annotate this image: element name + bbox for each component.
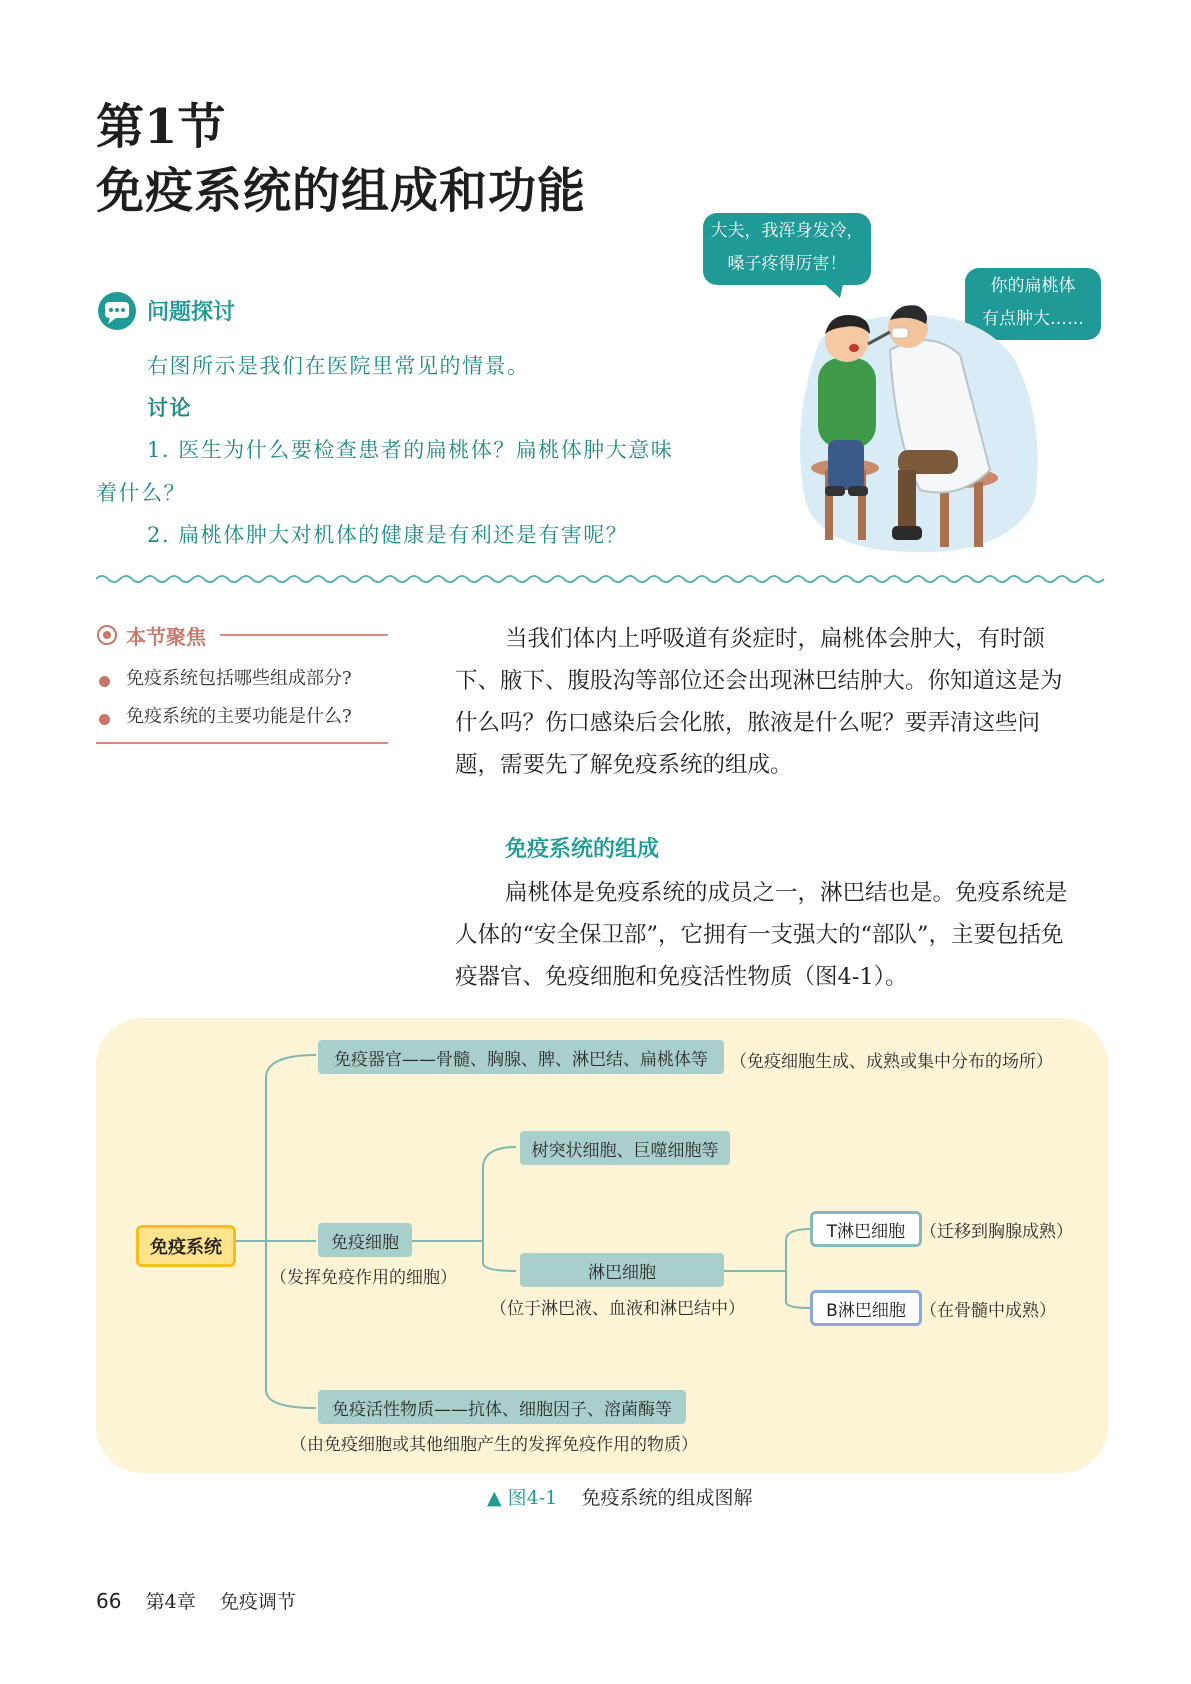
wavy-divider bbox=[96, 572, 1108, 586]
composition-heading: 免疫系统的组成 bbox=[505, 837, 660, 862]
target-icon bbox=[96, 624, 118, 646]
composition-paragraph: 扁桃体是免疫系统的成员之一，淋巴结也是。免疫系统是人体的“安全保卫部”，它拥有一支强大的“部队”，主要包括免疫器官、免疫细胞和免疫活性物质（图4-1）。 bbox=[455, 880, 1068, 990]
discussion-intro: 右图所示是我们在医院里常见的情景。 bbox=[147, 354, 530, 378]
patient-speech-bubble bbox=[703, 213, 871, 285]
intro-paragraph: 当我们体内上呼吸道有炎症时，扁桃体会肿大，有时颌下、腋下、腹股沟等部位还会出现淋巴结肿大。你知道这是为什么吗？伤口感染后会化脓，脓液是什么呢？要弄清这些问题，需要先了解免疫系统的组成。 bbox=[455, 626, 1063, 778]
diagram-note-substances: （由免疫细胞或其他细胞产生的发挥免疫作用的物质） bbox=[290, 1435, 698, 1455]
page-footer bbox=[96, 1587, 296, 1614]
footer-chapter: 第4章 bbox=[145, 1591, 196, 1613]
doctor-patient-illustration bbox=[780, 300, 1050, 560]
focus-bullet bbox=[99, 714, 110, 725]
patient-bubble-line-1: 大夫，我浑身发冷， bbox=[710, 221, 864, 241]
section-number: 第1节 bbox=[96, 99, 226, 155]
diagram-note-t-cell: （迁移到胸腺成熟） bbox=[920, 1222, 1073, 1242]
patient-bubble-line-2: 嗓子疼得厉害！ bbox=[727, 254, 847, 274]
page-number: 66 bbox=[96, 1589, 122, 1613]
focus-item: 免疫系统的主要功能是什么? bbox=[126, 706, 352, 727]
diagram-node-substances: 免疫活性物质——抗体、细胞因子、溶菌酶等 bbox=[318, 1390, 686, 1424]
diagram-note-lymphocyte: （位于淋巴液、血液和淋巴结中） bbox=[490, 1299, 745, 1319]
discussion-question-2: 2. 扁桃体肿大对机体的健康是有利还是有害呢？ bbox=[147, 523, 629, 547]
diagram-node-lymphocyte: 淋巴细胞 bbox=[520, 1253, 724, 1287]
chat-bubble-icon bbox=[96, 291, 138, 331]
discussion-question-1: 1. 医生为什么要检查患者的扁桃体？扁桃体肿大意味 bbox=[147, 438, 674, 462]
discussion-label: 讨论 bbox=[147, 396, 192, 420]
discussion-question-1-cont: 着什么？ bbox=[96, 481, 186, 505]
diagram-note-b-cell: （在骨髓中成熟） bbox=[920, 1301, 1056, 1321]
caption-figure-number: 图4-1 bbox=[507, 1487, 558, 1509]
focus-item: 免疫系统包括哪些组成部分? bbox=[126, 668, 352, 689]
doctor-bubble-line-1: 你的扁桃体 bbox=[990, 276, 1076, 296]
figure-caption bbox=[487, 1483, 752, 1510]
diagram-root-immune-system: 免疫系统 bbox=[136, 1225, 236, 1267]
focus-title: 本节聚焦 bbox=[126, 625, 206, 649]
focus-bottom-rule bbox=[96, 742, 388, 744]
diagram-note-cells: （发挥免疫作用的细胞） bbox=[270, 1268, 457, 1288]
doctor-bubble-line-2: 有点肿大…… bbox=[982, 309, 1084, 329]
diagram-note-organs: （免疫细胞生成、成熟或集中分布的场所） bbox=[730, 1052, 1053, 1072]
diagram-node-t-cell: T淋巴细胞 bbox=[810, 1211, 922, 1247]
diagram-node-organs: 免疫器官——骨髓、胸腺、脾、淋巴结、扁桃体等 bbox=[318, 1040, 724, 1074]
focus-bullet bbox=[99, 676, 110, 687]
section-title: 免疫系统的组成和功能 bbox=[96, 163, 587, 219]
discussion-heading: 问题探讨 bbox=[147, 300, 236, 325]
caption-text: 免疫系统的组成图解 bbox=[581, 1487, 753, 1509]
diagram-node-cells: 免疫细胞 bbox=[318, 1223, 412, 1257]
caption-marker: ▲ bbox=[487, 1487, 502, 1509]
patient-bubble-tail bbox=[820, 280, 844, 300]
footer-chapter-title: 免疫调节 bbox=[219, 1591, 296, 1613]
focus-top-rule bbox=[220, 634, 388, 636]
diagram-node-dendritic: 树突状细胞、巨噬细胞等 bbox=[520, 1131, 730, 1165]
diagram-node-b-cell: B淋巴细胞 bbox=[810, 1290, 922, 1326]
